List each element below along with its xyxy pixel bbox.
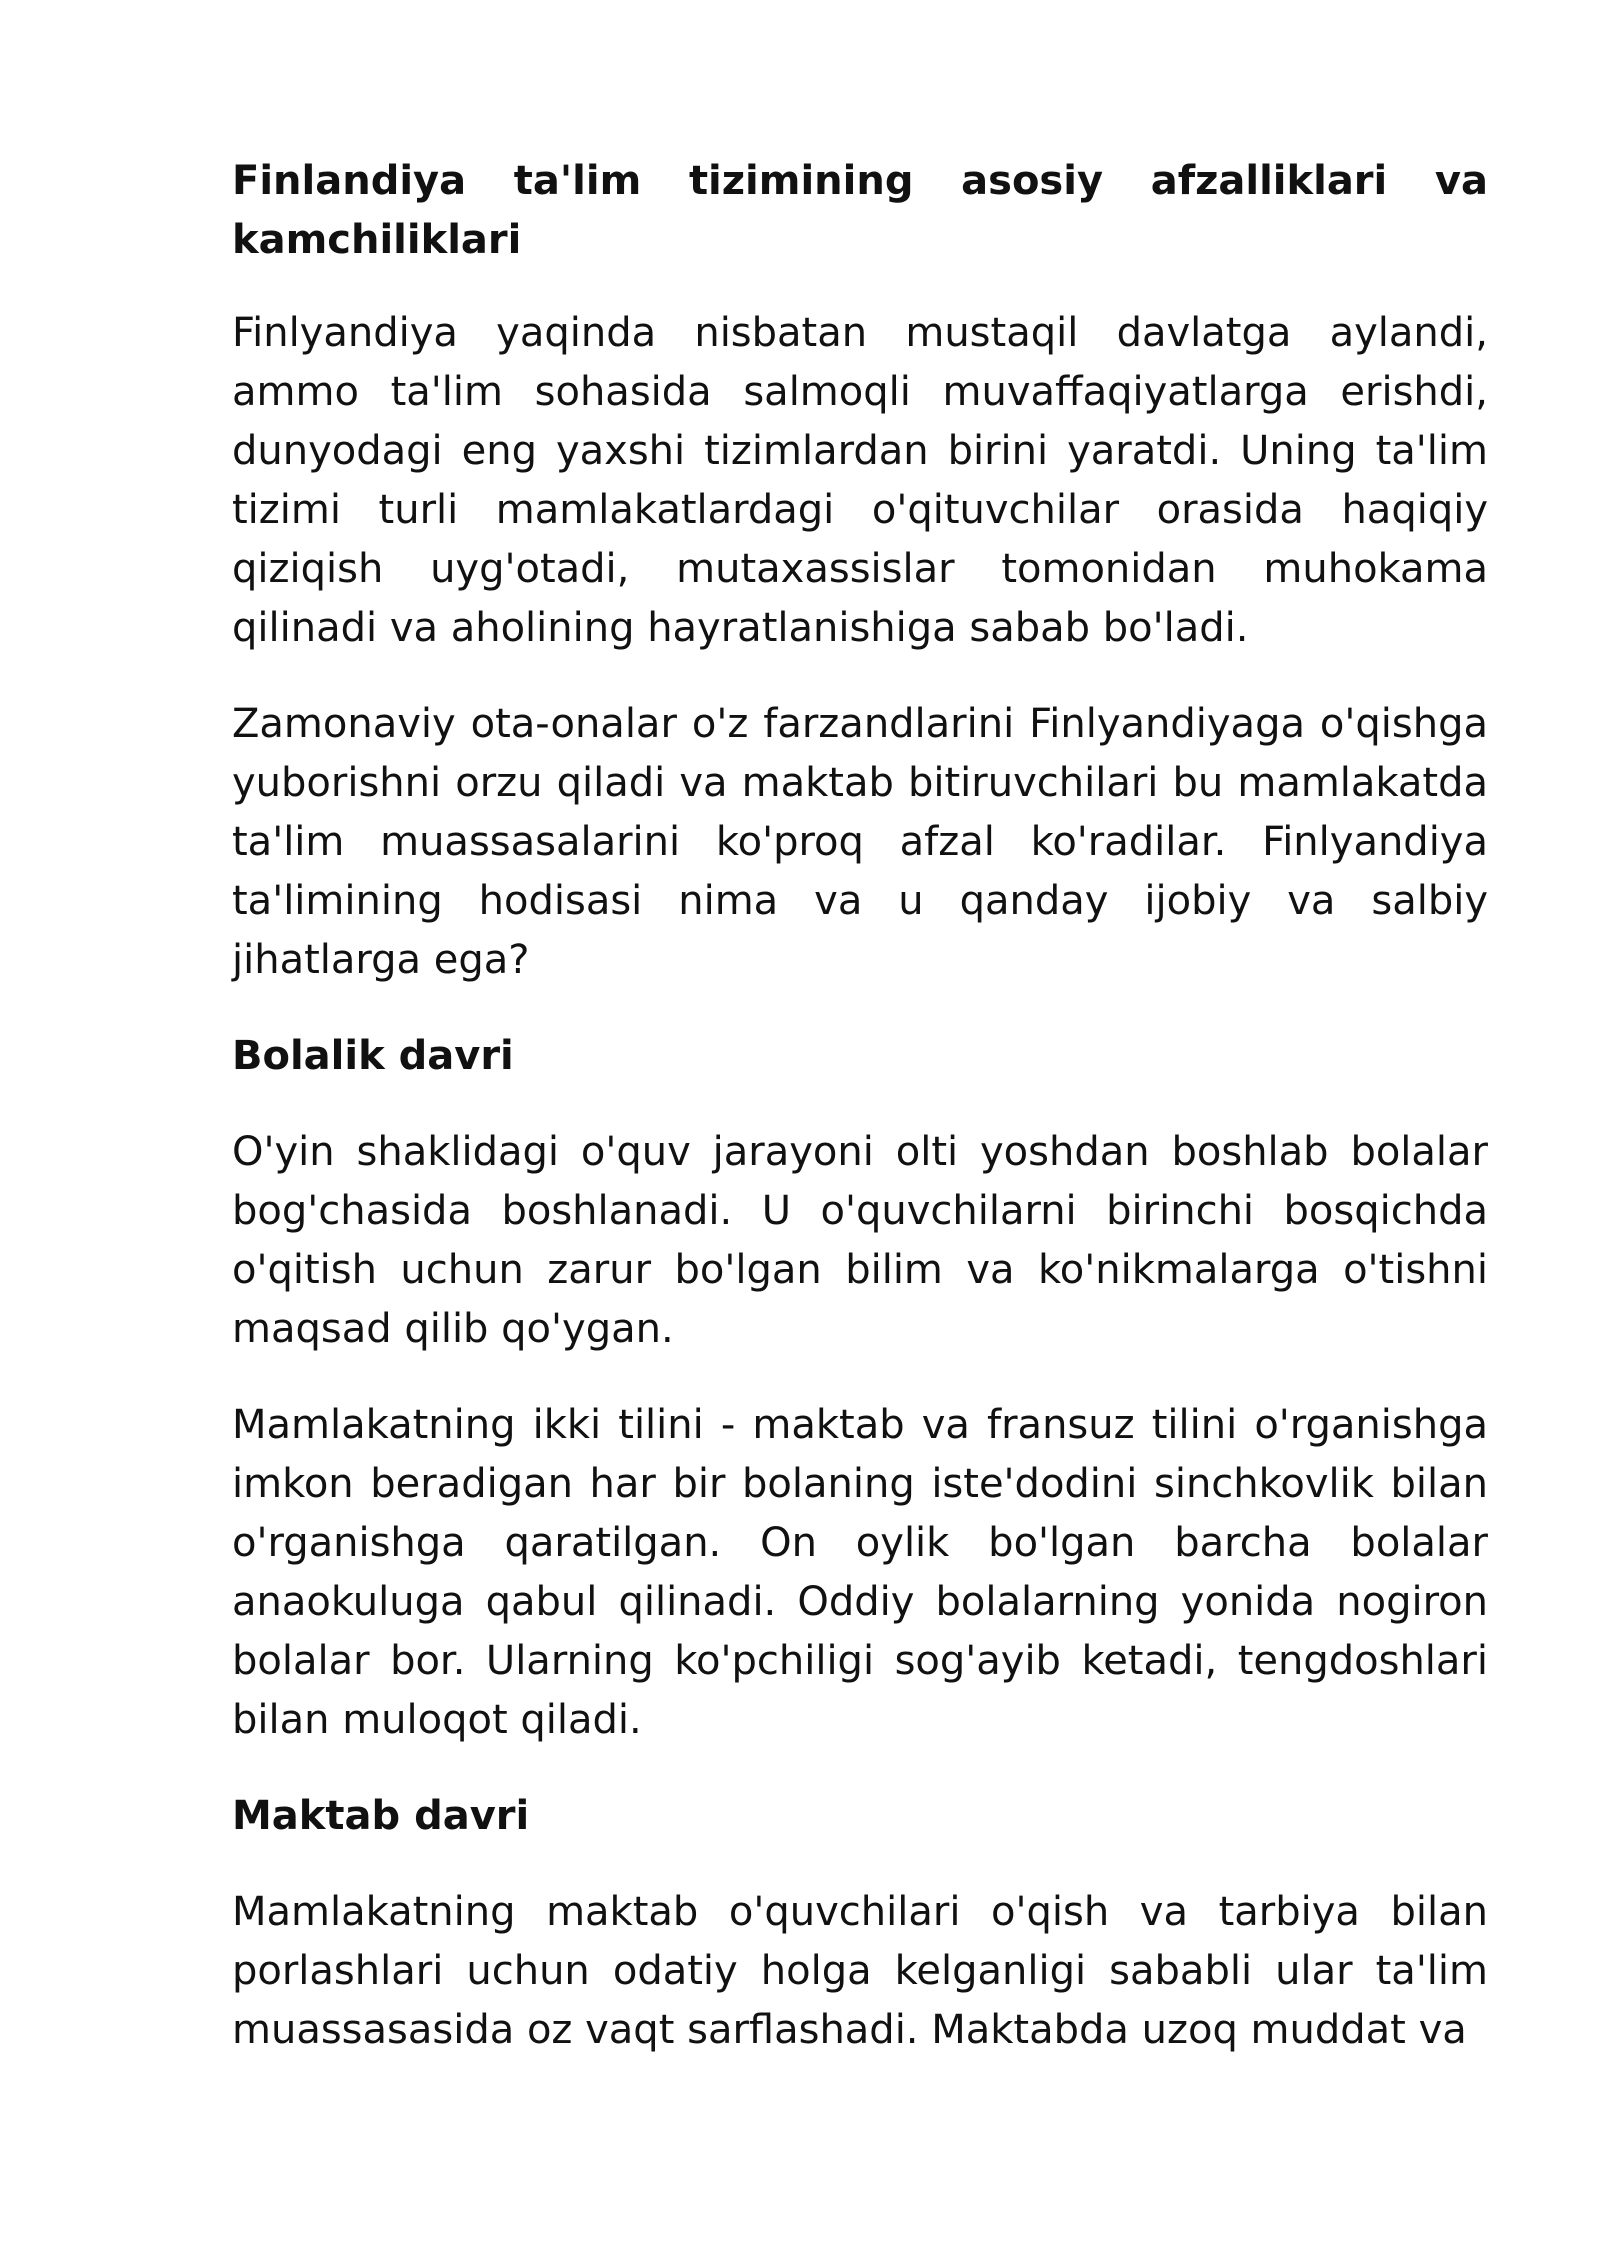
section-heading-bolalik-davri: Bolalik davri [232,1033,514,1079]
section-2-paragraph-1: Mamlakatning maktab o'quvchilari o'qish va tarbiya bilan porlashlari uchun odatiy holga kelganligi sababli ular ta'lim muassasasida oz vaqt sarflashadi. Maktabda uzoq muddat va [232,1889,1488,2053]
document-title: Finlandiya ta'lim tizimining asosiy afzalliklari va kamchiliklari [232,158,1488,263]
section-1-paragraph-2: Mamlakatning ikki tilini - maktab va fransuz tilini o'rganishga imkon beradigan har bir bolaning iste'dodini sinchkovlik bilan o'rganishga qaratilgan. On oylik bo'lgan barcha bolalar anaokuluga qabul qilinadi. Oddiy bolalarning yonida nogiron bolalar bor. Ularning ko'pchiligi sog'ayib ketadi, tengdoshlari bilan muloqot qiladi. [232,1402,1488,1743]
document-page [232,152,1488,2097]
section-1-paragraph-1: O'yin shaklidagi o'quv jarayoni olti yoshdan boshlab bolalar bog'chasida boshlanadi. U o'quvchilarni birinchi bosqichda o'qitish uchun zarur bo'lgan bilim va ko'nikmalarga o'tishni maqsad qilib qo'ygan. [232,1129,1488,1352]
section-heading-maktab-davri: Maktab davri [232,1793,530,1839]
intro-paragraph-2: Zamonaviy ota-onalar o'z farzandlarini Finlyandiyaga o'qishga yuborishni orzu qiladi va maktab bitiruvchilari bu mamlakatda ta'lim muassasalarini ko'proq afzal ko'radilar. Finlyandiya ta'limining hodisasi nima va u qanday ijobiy va salbiy jihatlarga ega? [232,701,1488,983]
intro-paragraph-1: Finlyandiya yaqinda nisbatan mustaqil davlatga aylandi, ammo ta'lim sohasida salmoqli muvaffaqiyatlarga erishdi, dunyodagi eng yaxshi tizimlardan birini yaratdi. Uning ta'lim tizimi turli mamlakatlardagi o'qituvchilar orasida haqiqiy qiziqish uyg'otadi, mutaxassislar tomonidan muhokama qilinadi va aholining hayratlanishiga sabab bo'ladi. [232,310,1488,651]
